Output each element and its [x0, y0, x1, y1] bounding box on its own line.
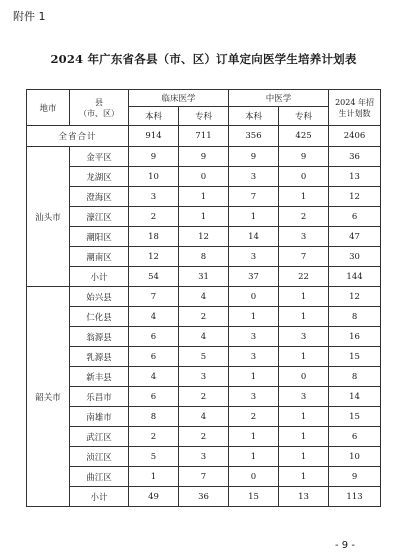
county-name: 龙湖区	[70, 167, 129, 187]
cell: 8	[329, 307, 381, 327]
cell: 8	[329, 367, 381, 387]
county-name: 浈江区	[70, 447, 129, 467]
cell: 1	[229, 367, 279, 387]
cell: 10	[129, 167, 179, 187]
cell: 1	[229, 307, 279, 327]
cell: 2	[179, 427, 229, 447]
cell: 14	[229, 227, 279, 247]
cell: 0	[279, 367, 329, 387]
header-plan-line1: 2024 年招	[335, 97, 374, 107]
county-name: 新丰县	[70, 367, 129, 387]
cell: 1	[279, 307, 329, 327]
header-clinical: 临床医学	[129, 90, 229, 107]
cell: 2	[179, 387, 229, 407]
table-row	[27, 427, 381, 447]
county-name: 始兴县	[70, 287, 129, 307]
cell: 8	[179, 247, 229, 267]
cell: 0	[179, 167, 229, 187]
cell: 9	[129, 147, 179, 167]
cell: 1	[279, 467, 329, 487]
county-name: 曲江区	[70, 467, 129, 487]
header-plan	[329, 90, 381, 126]
cell: 1	[229, 447, 279, 467]
cell: 8	[129, 407, 179, 427]
subtotal-row	[27, 267, 381, 287]
cell: 6	[129, 387, 179, 407]
cell: 3	[229, 167, 279, 187]
cell: 9	[179, 147, 229, 167]
city-name-shantou: 汕头市	[27, 147, 70, 287]
cell: 13	[329, 167, 381, 187]
cell: 4	[179, 327, 229, 347]
county-name: 金平区	[70, 147, 129, 167]
cell: 5	[129, 447, 179, 467]
cell: 1	[279, 407, 329, 427]
cell: 4	[179, 407, 229, 427]
cell: 3	[179, 447, 229, 467]
cell: 13	[279, 487, 329, 507]
table-row	[27, 207, 381, 227]
cell: 7	[279, 247, 329, 267]
header-county	[70, 90, 129, 126]
cell: 9	[329, 467, 381, 487]
cell: 10	[329, 447, 381, 467]
table-row	[27, 167, 381, 187]
cell: 7	[179, 467, 229, 487]
header-city: 地市	[27, 90, 70, 126]
table-row	[27, 407, 381, 427]
county-name: 濠江区	[70, 207, 129, 227]
page-number: - 9 -	[335, 540, 355, 551]
table-row	[27, 387, 381, 407]
cell: 0	[229, 287, 279, 307]
cell: 2	[279, 207, 329, 227]
cell: 1	[279, 347, 329, 367]
table-row	[27, 327, 381, 347]
subtotal-row	[27, 487, 381, 507]
cell: 3	[129, 187, 179, 207]
header-row-1	[27, 90, 381, 107]
cell: 18	[129, 227, 179, 247]
cell: 49	[129, 487, 179, 507]
cell: 36	[329, 147, 381, 167]
cell: 3	[229, 347, 279, 367]
cell: 0	[229, 467, 279, 487]
cell: 54	[129, 267, 179, 287]
cell: 1	[229, 207, 279, 227]
cell: 1	[179, 207, 229, 227]
county-name: 潮南区	[70, 247, 129, 267]
cell: 2	[129, 207, 179, 227]
cell: 30	[329, 247, 381, 267]
cell: 12	[179, 227, 229, 247]
cell: 1	[179, 187, 229, 207]
cell: 144	[329, 267, 381, 287]
cell: 15	[329, 347, 381, 367]
header-county-line2: （市、区）	[79, 108, 119, 118]
cell: 2	[129, 427, 179, 447]
cell: 37	[229, 267, 279, 287]
province-total-label: 全省合计	[27, 126, 129, 147]
header-clinical-junior: 专科	[179, 107, 229, 126]
cell: 6	[129, 327, 179, 347]
cell: 4	[129, 367, 179, 387]
county-name: 南雄市	[70, 407, 129, 427]
cell: 1	[279, 187, 329, 207]
cell: 15	[229, 487, 279, 507]
cell: 12	[329, 287, 381, 307]
cell: 1	[229, 427, 279, 447]
table-row	[27, 187, 381, 207]
header-clinical-undergrad: 本科	[129, 107, 179, 126]
cell: 1	[279, 447, 329, 467]
cell: 2406	[329, 126, 381, 147]
cell: 16	[329, 327, 381, 347]
cell: 356	[229, 126, 279, 147]
table-row	[27, 227, 381, 247]
county-name: 乳源县	[70, 347, 129, 367]
header-tcm: 中医学	[229, 90, 329, 107]
cell: 1	[279, 427, 329, 447]
county-name: 澄海区	[70, 187, 129, 207]
county-name: 潮阳区	[70, 227, 129, 247]
county-name: 乐昌市	[70, 387, 129, 407]
header-tcm-undergrad: 本科	[229, 107, 279, 126]
cell: 14	[329, 387, 381, 407]
cell: 2	[229, 407, 279, 427]
header-tcm-junior: 专科	[279, 107, 329, 126]
cell: 47	[329, 227, 381, 247]
cell: 0	[279, 167, 329, 187]
header-county-line1: 县	[95, 97, 103, 107]
cell: 3	[229, 327, 279, 347]
subtotal-label: 小计	[70, 267, 129, 287]
cell: 7	[129, 287, 179, 307]
plan-table	[26, 89, 381, 507]
cell: 1	[129, 467, 179, 487]
cell: 9	[229, 147, 279, 167]
cell: 9	[279, 147, 329, 167]
cell: 425	[279, 126, 329, 147]
cell: 3	[279, 227, 329, 247]
cell: 4	[179, 287, 229, 307]
county-name: 武江区	[70, 427, 129, 447]
cell: 7	[229, 187, 279, 207]
cell: 6	[329, 207, 381, 227]
cell: 5	[179, 347, 229, 367]
table-row	[27, 467, 381, 487]
table-row	[27, 447, 381, 467]
cell: 3	[179, 367, 229, 387]
province-total-row	[27, 126, 381, 147]
attachment-label: 附件 1	[13, 10, 46, 23]
city-name-shaoguan: 韶关市	[27, 287, 70, 507]
cell: 12	[329, 187, 381, 207]
cell: 6	[329, 427, 381, 447]
cell: 12	[129, 247, 179, 267]
document-title: 2024 年广东省各县（市、区）订单定向医学生培养计划表	[50, 52, 357, 66]
header-plan-line2: 生计划数	[338, 108, 371, 118]
table-row	[27, 147, 381, 167]
cell: 2	[179, 307, 229, 327]
table-row	[27, 247, 381, 267]
cell: 914	[129, 126, 179, 147]
cell: 31	[179, 267, 229, 287]
table-row	[27, 287, 381, 307]
table-row	[27, 307, 381, 327]
cell: 6	[129, 347, 179, 367]
county-name: 翁源县	[70, 327, 129, 347]
cell: 113	[329, 487, 381, 507]
subtotal-label: 小计	[70, 487, 129, 507]
cell: 36	[179, 487, 229, 507]
table-row	[27, 367, 381, 387]
cell: 3	[279, 327, 329, 347]
cell: 15	[329, 407, 381, 427]
cell: 3	[229, 247, 279, 267]
county-name: 仁化县	[70, 307, 129, 327]
cell: 711	[179, 126, 229, 147]
cell: 4	[129, 307, 179, 327]
cell: 22	[279, 267, 329, 287]
cell: 1	[279, 287, 329, 307]
cell: 3	[229, 387, 279, 407]
cell: 3	[279, 387, 329, 407]
table-row	[27, 347, 381, 367]
